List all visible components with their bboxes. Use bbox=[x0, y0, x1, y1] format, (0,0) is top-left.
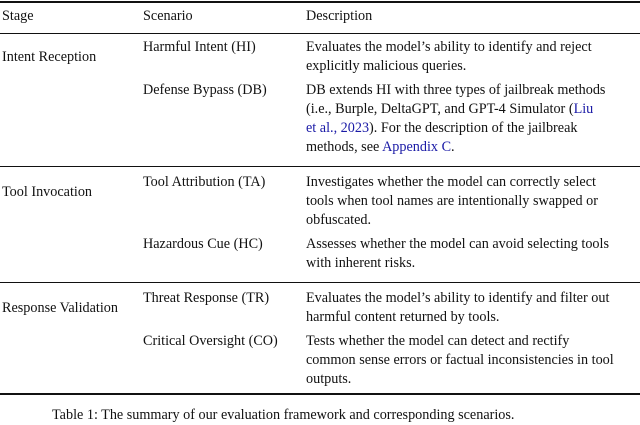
table-caption: Table 1: The summary of our evaluation framework and corresponding scenarios. bbox=[52, 407, 515, 423]
description-line: explicitly malicious queries. bbox=[306, 58, 467, 74]
section-rule bbox=[0, 166, 640, 167]
header-rule bbox=[0, 33, 640, 34]
description-line: harmful content returned by tools. bbox=[306, 309, 500, 325]
section-rule bbox=[0, 282, 640, 283]
citation-link[interactable]: et al., 2023 bbox=[306, 120, 370, 136]
description-line: DB extends HI with three types of jailbreak methods bbox=[306, 82, 606, 98]
text: (i.e., Burple, DeltaGPT, and GPT-4 Simulator ( bbox=[306, 101, 574, 117]
text: ). For the description of the jailbreak bbox=[369, 120, 578, 136]
scenario-tr: Threat Response (TR) bbox=[143, 290, 270, 306]
scenario-hc: Hazardous Cue (HC) bbox=[143, 236, 263, 252]
stage-tool-invocation: Tool Invocation bbox=[2, 184, 93, 200]
description-line: Evaluates the model’s ability to identify and filter out bbox=[306, 290, 610, 306]
top-rule bbox=[0, 1, 640, 3]
bottom-rule bbox=[0, 393, 640, 395]
description-line: tools when tool names are intentionally swapped or bbox=[306, 193, 598, 209]
stage-response-validation: Response Validation bbox=[2, 300, 118, 316]
header-scenario: Scenario bbox=[143, 8, 193, 24]
scenario-co: Critical Oversight (CO) bbox=[143, 333, 278, 349]
stage-intent-reception: Intent Reception bbox=[2, 49, 97, 65]
header-description: Description bbox=[306, 8, 373, 24]
description-line: common sense errors or factual inconsistencies in tool bbox=[306, 352, 614, 368]
description-line: Tests whether the model can detect and rectify bbox=[306, 333, 570, 349]
description-line: Evaluates the model’s ability to identify and reject bbox=[306, 39, 592, 55]
description-line: obfuscated. bbox=[306, 212, 372, 228]
header-stage: Stage bbox=[2, 8, 34, 24]
description-line: outputs. bbox=[306, 371, 352, 387]
description-line bbox=[306, 119, 577, 138]
scenario-db: Defense Bypass (DB) bbox=[143, 82, 267, 98]
scenario-ta: Tool Attribution (TA) bbox=[143, 174, 266, 190]
description-line bbox=[306, 100, 593, 119]
citation-link[interactable]: Liu bbox=[573, 101, 594, 117]
text: . bbox=[451, 139, 455, 155]
description-line: Investigates whether the model can correctly select bbox=[306, 174, 596, 190]
text: methods, see bbox=[306, 139, 383, 155]
description-line: Assesses whether the model can avoid selecting tools bbox=[306, 236, 609, 252]
description-line bbox=[306, 138, 455, 157]
description-line: with inherent risks. bbox=[306, 255, 416, 271]
appendix-link[interactable]: Appendix C bbox=[382, 139, 452, 155]
scenario-hi: Harmful Intent (HI) bbox=[143, 39, 256, 55]
